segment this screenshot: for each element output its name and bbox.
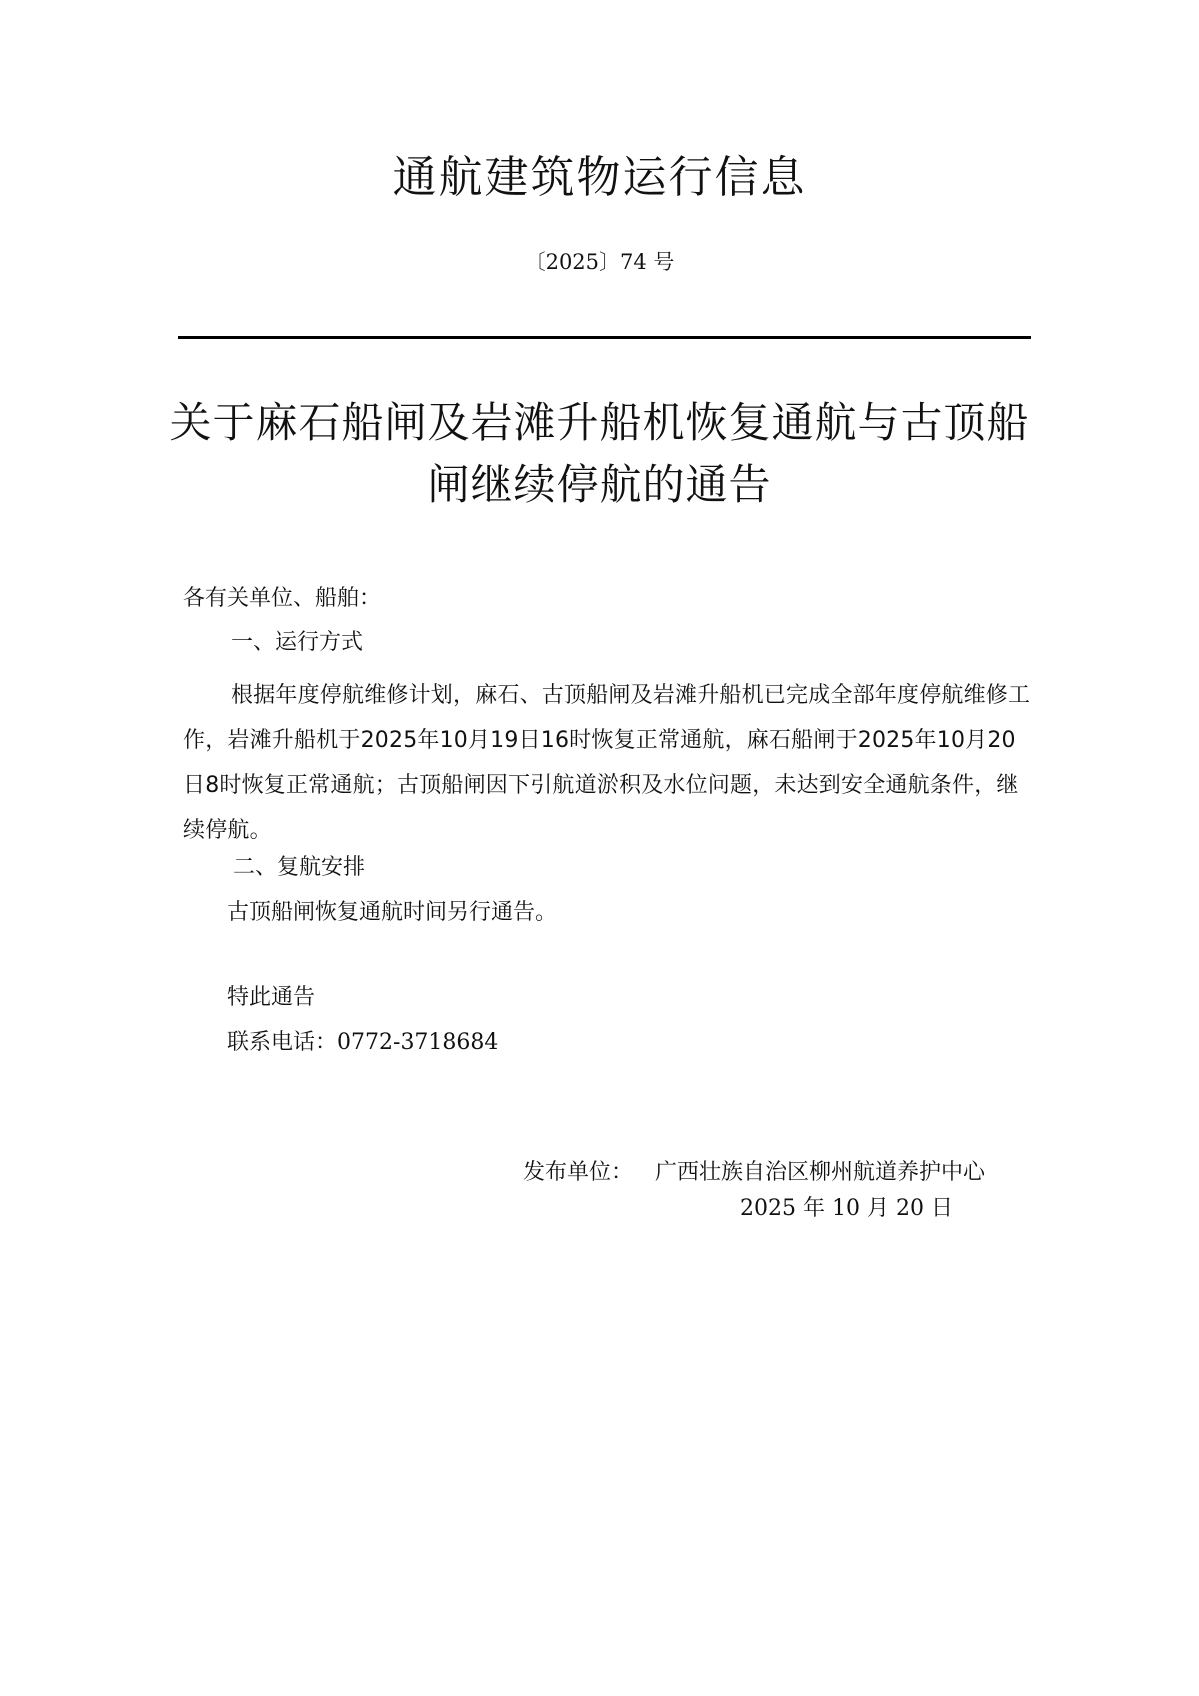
document-number: 〔2025〕74 号	[524, 250, 675, 274]
header-divider	[178, 336, 1031, 339]
section-heading-operation-mode: 一、运行方式	[231, 630, 364, 655]
contact-phone: 0772-3718684	[337, 1030, 499, 1055]
section-paragraph-resumption-plan: 古顶船闸恢复通航时间另行通告。	[227, 900, 558, 925]
notice-title: 关于麻石船闸及岩滩升船机恢复通航与古顶船闸继续停航的通告	[169, 398, 1030, 509]
section-heading-resumption-plan: 二、复航安排	[233, 855, 366, 880]
closing-statement: 特此通告	[227, 985, 316, 1010]
contact-line	[227, 1028, 1077, 1058]
salutation: 各有关单位、船舶：	[183, 586, 382, 611]
document-header-title: 通航建筑物运行信息	[392, 152, 807, 203]
issuer-organization: 广西壮族自治区柳州航道养护中心	[655, 1160, 986, 1185]
issuer-line	[523, 1158, 985, 1188]
section-paragraph-operation-mode: 根据年度停航维修计划，麻石、古顶船闸及岩滩升船机已完成全部年度停航维修工作，岩滩升船机于2025年10月19日16时恢复正常通航，麻石船闸于2025年10月20日8时恢复正常通航；古顶船闸因下引航道淤积及水位问题，未达到安全通航条件，继续停航。	[183, 683, 1031, 843]
issue-date: 2025 年 10 月 20 日	[740, 1196, 953, 1221]
contact-label: 联系电话：	[227, 1030, 338, 1055]
issuer-label: 发布单位：	[523, 1160, 634, 1185]
